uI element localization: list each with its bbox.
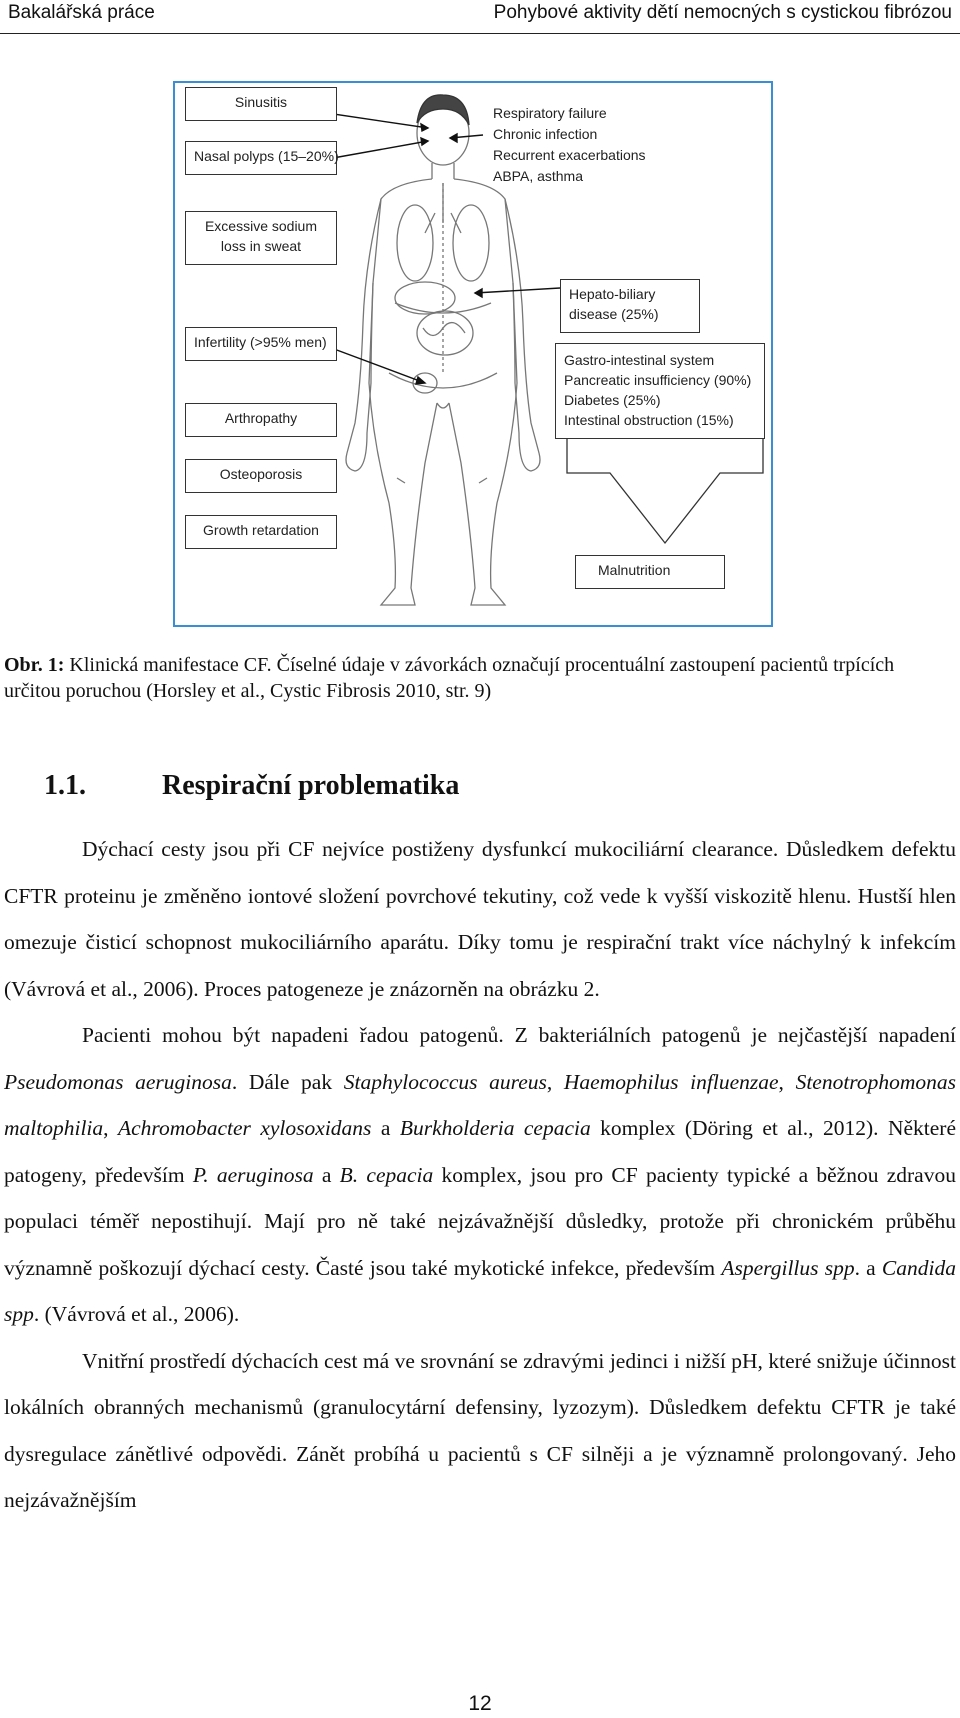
paragraph (4, 1012, 956, 1338)
label-growth-retardation-text: Growth retardation (203, 522, 319, 538)
respiratory-line-1: Respiratory failure (493, 105, 607, 121)
running-header (0, 0, 960, 34)
label-arthropathy (185, 403, 337, 437)
text-run: Pacienti mohou být napadeni řadou patogenů. Z bakteriálních patogenů je nejčastější napadení (82, 1023, 956, 1047)
label-nasal-polyps-text: Nasal polyps (15–20%) (194, 148, 339, 164)
label-nasal-polyps (185, 141, 337, 175)
italic-run: Candida spp (4, 1255, 956, 1326)
italic-run: Haemophilus influenzae (563, 1069, 779, 1094)
gastro-line-2: Pancreatic insufficiency (90%) (564, 372, 752, 388)
italic-run: Staphylococcus aureus (343, 1069, 547, 1094)
label-osteoporosis-text: Osteoporosis (219, 466, 303, 482)
respiratory-line-2: Chronic infection (493, 126, 598, 142)
figure-cf-manifestation (173, 81, 773, 627)
text-run: a (371, 1116, 400, 1140)
label-malnutrition (575, 555, 725, 589)
header-left: Bakalářská práce (8, 2, 155, 23)
label-arthropathy-text: Arthropathy (224, 410, 298, 426)
text-run: , (103, 1116, 118, 1140)
section-number: 1.1. (44, 770, 86, 801)
text-run: Vnitřní prostředí dýchacích cest má ve srovnání se zdravými jedinci i nižší pH, které snižuje účinnost lokálních obranných mechanismů (granulocytární defensiny, lyzozym). Důsledkem defektu CFTR je také dysregulace zánětlivé odpovědi. Zánět probíhá u pacientů s CF silněji a je významně prolongovaný. Jeho nejzávažnějším (4, 1348, 956, 1512)
italic-run: P. aeruginosa (192, 1162, 314, 1187)
label-sodium-loss-line-2: loss in sweat (220, 238, 302, 254)
text-run: a (313, 1162, 340, 1187)
italic-run: Achromobacter xylosoxidans (117, 1116, 372, 1140)
text-run: , (778, 1069, 796, 1094)
label-hepato-biliary (560, 279, 700, 333)
respiratory-line-4: ABPA, asthma (493, 168, 584, 184)
hepato-line-1: Hepato-biliary (569, 286, 656, 302)
body-text (4, 826, 956, 1524)
label-infertility (185, 327, 337, 361)
section-title: Respirační problematika (162, 770, 460, 801)
text-run: komplex, jsou pro CF pacienty typické a běžnou zdravou populaci téměř nepostihují. Mají pro ně také nejzávažnější důsledky, protože při chronickém průběhu významně poškozují dýchací cesty. Časté jsou také mykotické infekce, především (4, 1162, 956, 1280)
section-heading (44, 770, 459, 802)
paragraph (4, 1338, 956, 1524)
text-run: . (Vávrová et al., 2006). (33, 1302, 240, 1326)
header-rule (0, 33, 960, 34)
italic-run: B. cepacia (339, 1162, 434, 1187)
label-sinusitis-text: Sinusitis (234, 94, 288, 110)
label-respiratory (493, 103, 646, 187)
text-run: . a (854, 1255, 882, 1280)
caption-label: Obr. 1: (4, 654, 65, 676)
page-number: 12 (468, 1692, 492, 1715)
figure-caption (4, 652, 954, 704)
label-gastro-intestinal (555, 343, 765, 439)
paragraph (4, 826, 956, 1012)
italic-run: Stenotrophomonas maltophilia (4, 1069, 957, 1140)
caption-text: Klinická manifestace CF. Číselné údaje v závorkách označují procentuální zastoupení pacientů trpících určitou poruchou (Horsley et al., Cystic Fibrosis 2010, str. 9) (4, 654, 895, 702)
hepato-line-2: disease (25%) (569, 306, 659, 322)
malnutrition-text: Malnutrition (598, 562, 671, 578)
text-run: Dýchací cesty jsou při CF nejvíce postiženy dysfunkcí mukociliární clearance. Důsledkem defektu CFTR proteinu je změněno iontové složení povrchové tekutiny, což vede k vyšší viskozitě hlenu. Hustší hlen omezuje čisticí schopnost mukociliárního aparátu. Díky tomu je respirační trakt více náchylný k infekcím (Vávrová et al., 2006). Proces patogeneze je znázorněn na obrázku 2. (4, 837, 956, 1001)
respiratory-line-3: Recurrent exacerbations (493, 147, 646, 163)
label-infertility-text: Infertility (>95% men) (194, 334, 327, 350)
italic-run: Burkholderia cepacia (399, 1116, 591, 1140)
italic-run: Aspergillus spp (721, 1255, 855, 1280)
gastro-line-3: Diabetes (25%) (564, 392, 661, 408)
gastro-line-1: Gastro-intestinal system (564, 352, 715, 368)
label-osteoporosis (185, 459, 337, 493)
gastro-line-4: Intestinal obstruction (15%) (564, 412, 734, 428)
header-right: Pohybové aktivity dětí nemocných s cystickou fibrózou (493, 2, 952, 23)
label-sinusitis (185, 87, 337, 121)
text-run: . Dále pak (231, 1069, 344, 1094)
label-growth-retardation (185, 515, 337, 549)
label-sodium-loss-line-1: Excessive sodium (204, 218, 318, 234)
italic-run: Pseudomonas aeruginosa (4, 1069, 232, 1094)
text-run: , (546, 1069, 564, 1094)
label-sodium-loss (185, 211, 337, 265)
text-run: komplex (Döring et al., 2012). Některé patogeny, především (4, 1116, 956, 1187)
